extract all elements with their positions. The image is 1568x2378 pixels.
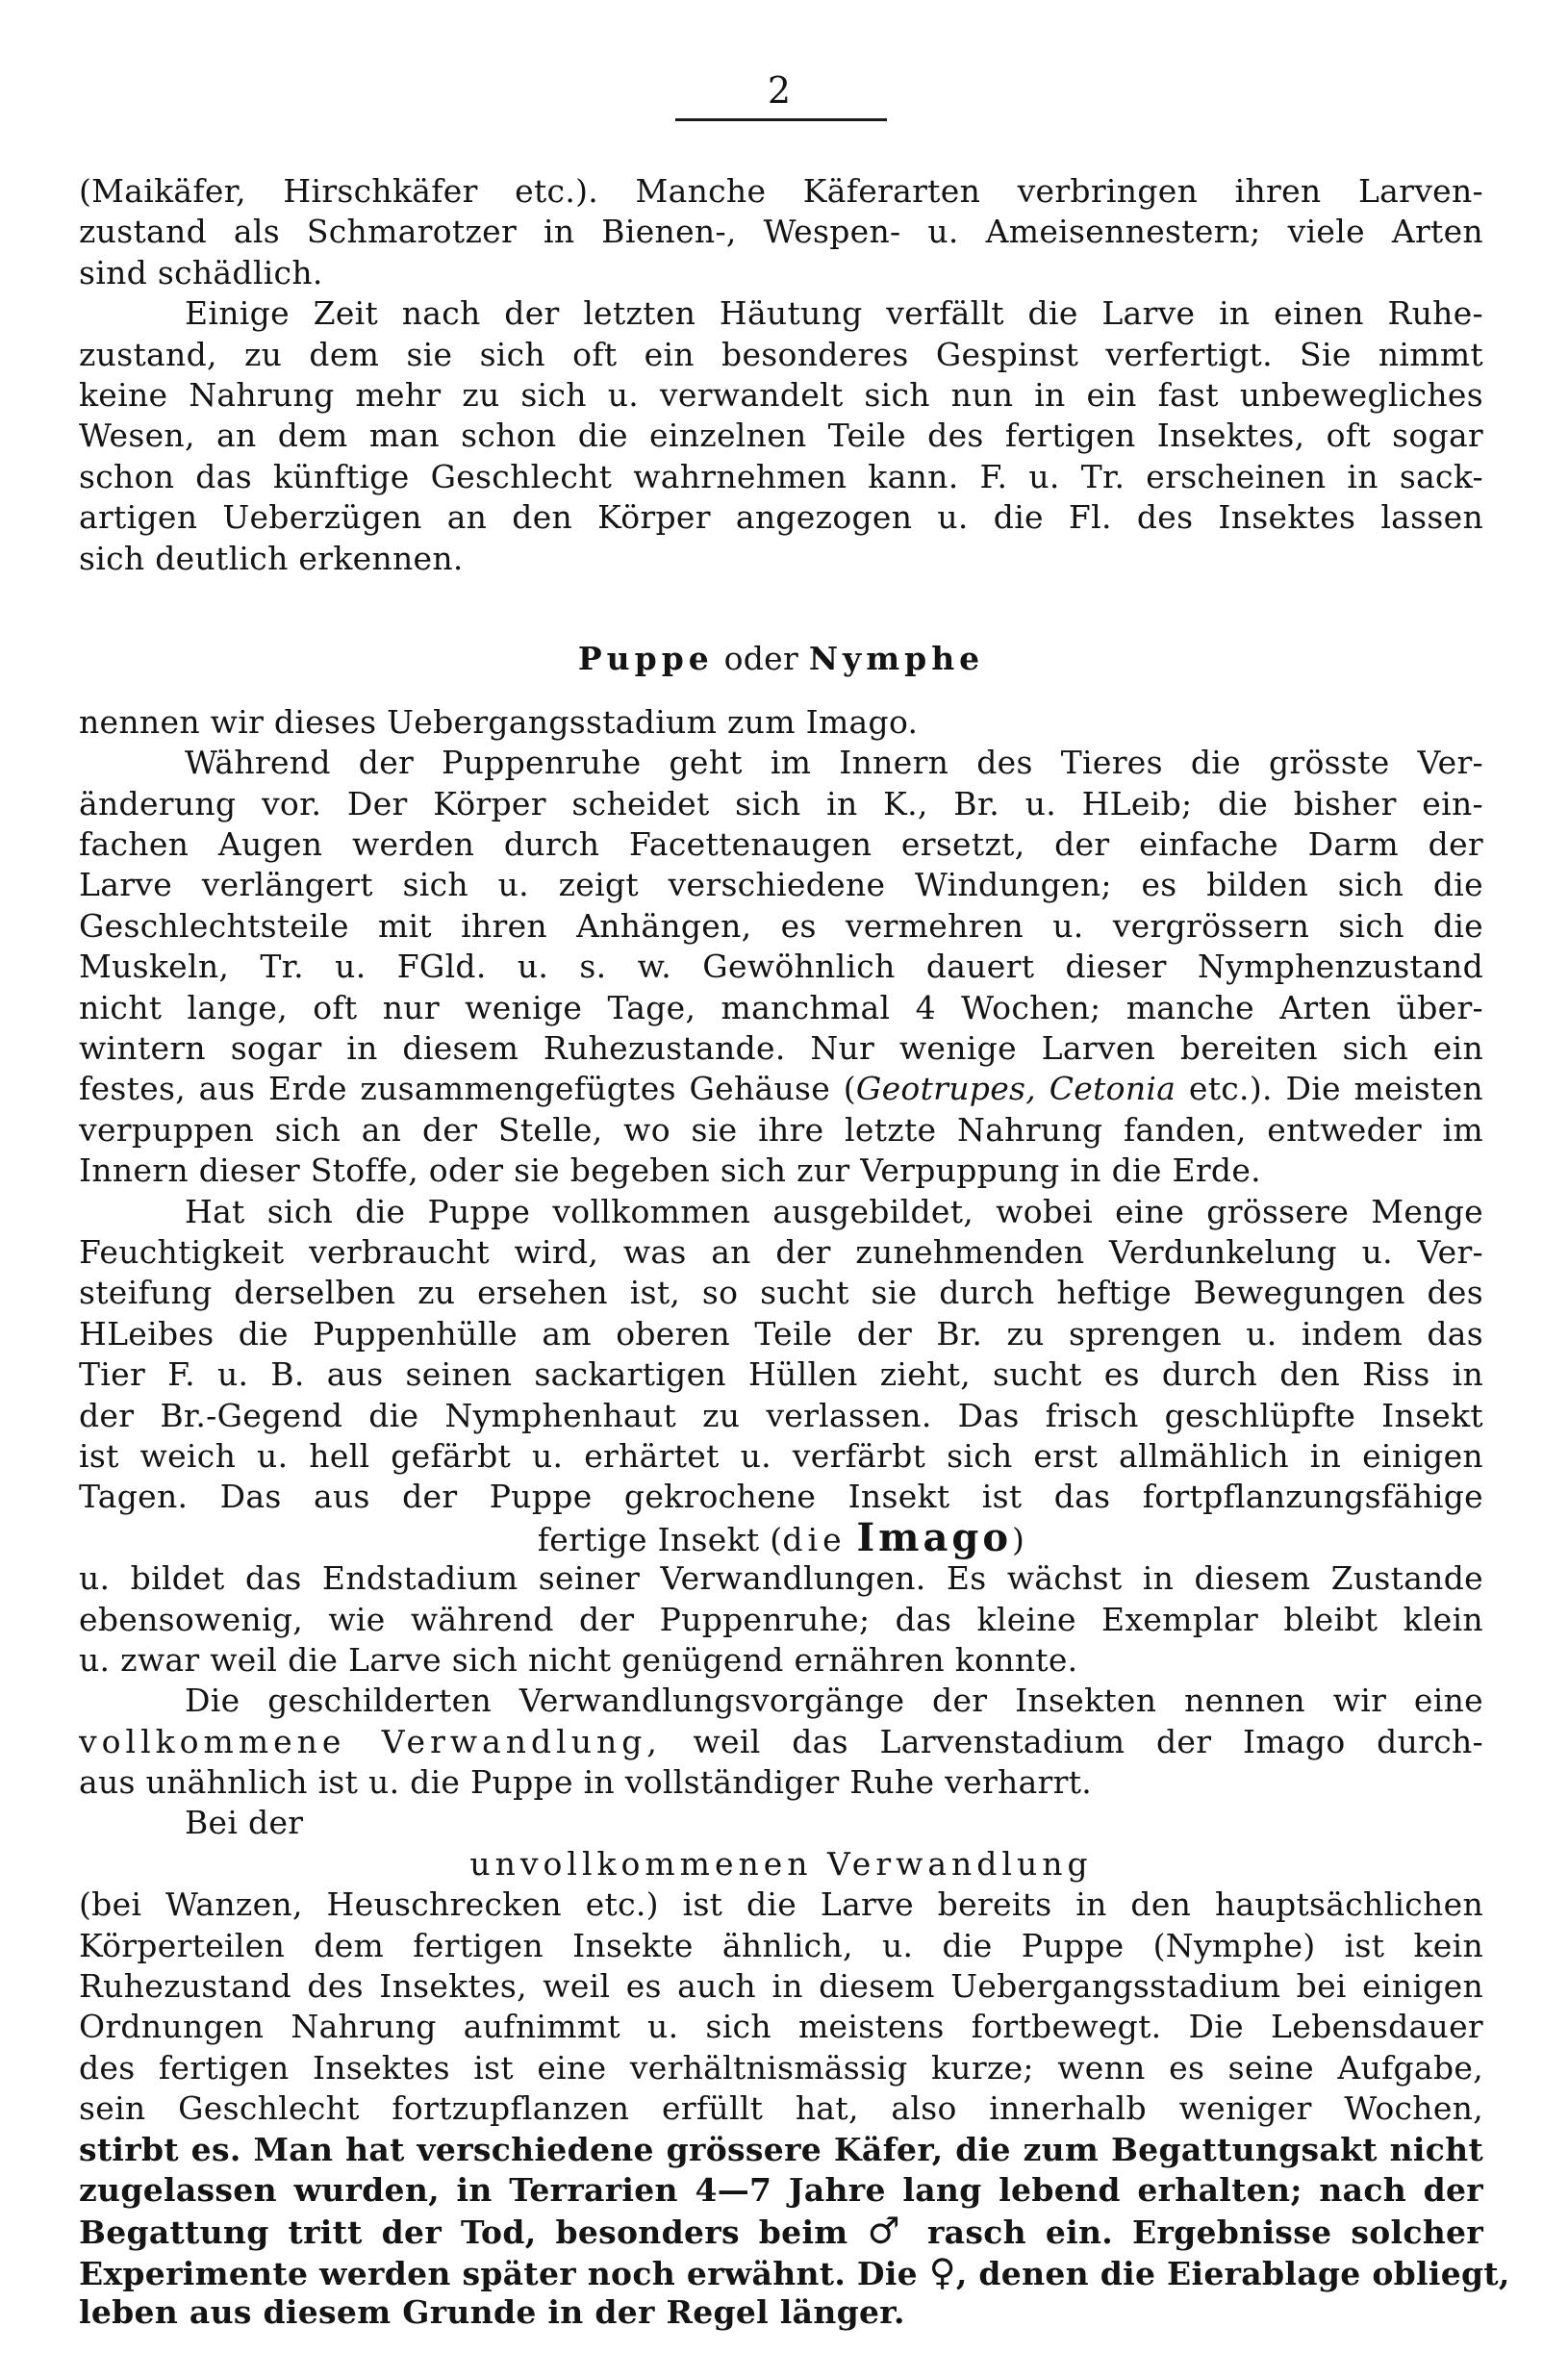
taxon-name: Geotrupes, <box>855 1070 1037 1108</box>
text-line: Hat sich die Puppe vollkommen ausgebildet, wobei eine grössere Menge <box>185 1192 1483 1230</box>
heading-puppe <box>79 616 1483 702</box>
text-line: HLeibes die Puppenhülle am oberen Teile der Br. zu sprengen u. indem das <box>79 1314 1483 1353</box>
text-line: Feuchtigkeit verbraucht wird, was an der zunehmenden Verdunkelung u. Ver- <box>79 1232 1483 1271</box>
text-line: nicht lange, oft nur wenige Tage, manchmal 4 Wochen; manche Arten über- <box>79 988 1483 1026</box>
text-segment: rasch ein. Ergebnisse solcher <box>908 2214 1484 2252</box>
heading-unvollkommen <box>79 1844 1483 1885</box>
text-line: zustand, zu dem sie sich oft ein besonderes Gespinst verfertigt. Sie nimmt <box>79 335 1483 373</box>
heading-connector: oder <box>723 639 799 677</box>
text-line: Larve verlängert sich u. zeigt verschiedene Windungen; es bilden sich die <box>79 866 1483 904</box>
text-line: (bei Wanzen, Heuschrecken etc.) ist die Larve bereits in den hauptsächlichen <box>79 1885 1483 1924</box>
text-line: wintern sogar in diesem Ruhezustande. Nur wenige Larven bereiten sich ein <box>79 1029 1483 1068</box>
page-number-rule <box>675 118 887 121</box>
heading-term: Nymphe <box>808 639 985 677</box>
text-segment: ) <box>1012 1520 1025 1558</box>
text-line: leben aus diesem Grunde in der Regel länger. <box>79 2293 905 2332</box>
text-line: Wesen, an dem man schon die einzelnen Teile des fertigen Insektes, oft sogar <box>79 417 1483 455</box>
text-line: Tagen. Das aus der Puppe gekrochene Insekt ist das fortpflanzungsfähige <box>79 1478 1483 1516</box>
heading-article: die <box>782 1520 847 1558</box>
text-line: sind schädlich. <box>79 253 323 291</box>
text-line <box>79 2249 1510 2293</box>
text-line: Ruhezustand des Insektes, weil es auch in diesem Uebergangsstadium bei einigen <box>79 1967 1483 2006</box>
text-line: Innern dieser Stoffe, oder sie begeben sich zur Verpuppung in die Erde. <box>79 1151 1261 1190</box>
spaced-term: unvollkommenen Verwandlung <box>469 1844 1093 1883</box>
spaced-term: vollkommene Verwandlung, <box>79 1722 662 1760</box>
text-line: schon das künftige Geschlecht wahrnehmen kann. F. u. Tr. erscheinen in sack- <box>79 457 1483 495</box>
text-line: fachen Augen werden durch Facettenaugen ersetzt, der einfache Darm der <box>79 825 1483 864</box>
text-line <box>79 2211 1483 2251</box>
text-line: u. zwar weil die Larve sich nicht genügend ernähren konnte. <box>79 1640 1078 1679</box>
text-line: artigen Ueberzügen an den Körper angezogen u. die Fl. des Insektes lassen <box>79 498 1483 537</box>
heading-term: Imago <box>856 1514 1013 1560</box>
text-line <box>79 1069 1483 1109</box>
text-line: sein Geschlecht fortzupflanzen erfüllt hat, also innerhalb weniger Wochen, <box>79 2089 1483 2128</box>
text-line: des fertigen Insektes ist eine verhältnismässig kurze; wenn es seine Aufgabe, <box>79 2048 1483 2087</box>
text-line: ist weich u. hell gefärbt u. erhärtet u. verfärbt sich erst allmählich in einigen <box>79 1436 1483 1475</box>
text-line: (Maikäfer, Hirschkäfer etc.). Manche Käferarten verbringen ihren Larven- <box>79 172 1483 210</box>
text-line: steifung derselben zu ersehen ist, so sucht sie durch heftige Bewegungen des <box>79 1274 1483 1312</box>
text-line: nennen wir dieses Uebergangsstadium zum Imago. <box>79 702 919 741</box>
taxon-name: Cetonia <box>1049 1070 1176 1108</box>
text-segment: weil das Larvenstadium der Imago durch- <box>661 1722 1483 1760</box>
text-line: Während der Puppenruhe geht im Innern des Tieres die grösste Ver- <box>185 744 1483 782</box>
text-segment: Experimente werden später noch erwähnt. Die <box>79 2254 929 2292</box>
text-segment: etc.). Die meisten <box>1176 1070 1483 1108</box>
male-symbol-icon: ♂ <box>867 2209 908 2253</box>
text-line: ebensowenig, wie während der Puppenruhe; das kleine Exemplar bleibt klein <box>79 1600 1483 1638</box>
text-line: Tier F. u. B. aus seinen sackartigen Hüllen zieht, sucht es durch den Riss in <box>79 1355 1483 1394</box>
text-line: zustand als Schmarotzer in Bienen-, Wespen- u. Ameisennestern; viele Arten <box>79 213 1483 251</box>
text-line: aus unähnlich ist u. die Puppe in vollständiger Ruhe verharrt. <box>79 1763 1093 1802</box>
text-line <box>79 1722 1483 1762</box>
section-gap <box>79 579 1483 616</box>
text-line: Muskeln, Tr. u. FGld. u. s. w. Gewöhnlich dauert dieser Nymphenzustand <box>79 948 1483 986</box>
text-line: u. bildet das Endstadium seiner Verwandlungen. Es wächst in diesem Zustande <box>79 1559 1483 1598</box>
text-line: der Br.-Gegend die Nymphenhaut zu verlassen. Das frisch geschlüpfte Insekt <box>79 1396 1483 1434</box>
text-segment: fertige Insekt ( <box>537 1520 783 1558</box>
heading-imago <box>79 1514 1483 1560</box>
body-text <box>79 171 1510 2334</box>
text-segment: festes, aus Erde zusammengefügtes Gehäuse ( <box>79 1070 856 1108</box>
text-line: keine Nahrung mehr zu sich u. verwandelt sich nun in ein fast unbewegliches <box>79 375 1483 414</box>
page-number: 2 <box>767 69 792 112</box>
text-segment: Begattung tritt der Tod, besonders beim <box>79 2214 868 2252</box>
text-line: sich deutlich erkennen. <box>79 539 464 577</box>
text-line: stirbt es. Man hat verschiedene grössere Käfer, die zum Begattungsakt nicht <box>79 2130 1483 2168</box>
text-line: Geschlechtsteile mit ihren Anhängen, es vermehren u. vergrössern sich die <box>79 906 1483 945</box>
heading-term: Puppe <box>577 639 714 677</box>
text-line: Die geschilderten Verwandlungsvorgänge der Insekten nennen wir eine <box>185 1682 1483 1720</box>
text-line: verpuppen sich an der Stelle, wo sie ihre letzte Nahrung fanden, entweder im <box>79 1110 1483 1149</box>
text-line: änderung vor. Der Körper scheidet sich in K., Br. u. HLeib; die bisher ein- <box>79 784 1483 822</box>
text-line: Ordnungen Nahrung aufnimmt u. sich meistens fortbewegt. Die Lebensdauer <box>79 2008 1483 2046</box>
text-segment: , denen die Eierablage obliegt, <box>955 2254 1510 2292</box>
female-symbol-icon: ♀ <box>928 2249 956 2293</box>
text-line: Körperteilen dem fertigen Insekte ähnlich, u. die Puppe (Nymphe) ist kein <box>79 1926 1483 1964</box>
text-line: Bei der <box>185 1804 304 1842</box>
text-line: Einige Zeit nach der letzten Häutung verfällt die Larve in einen Ruhe- <box>185 294 1483 333</box>
text-line: zugelassen wurden, in Terrarien 4—7 Jahre lang lebend erhalten; nach der <box>79 2170 1483 2209</box>
